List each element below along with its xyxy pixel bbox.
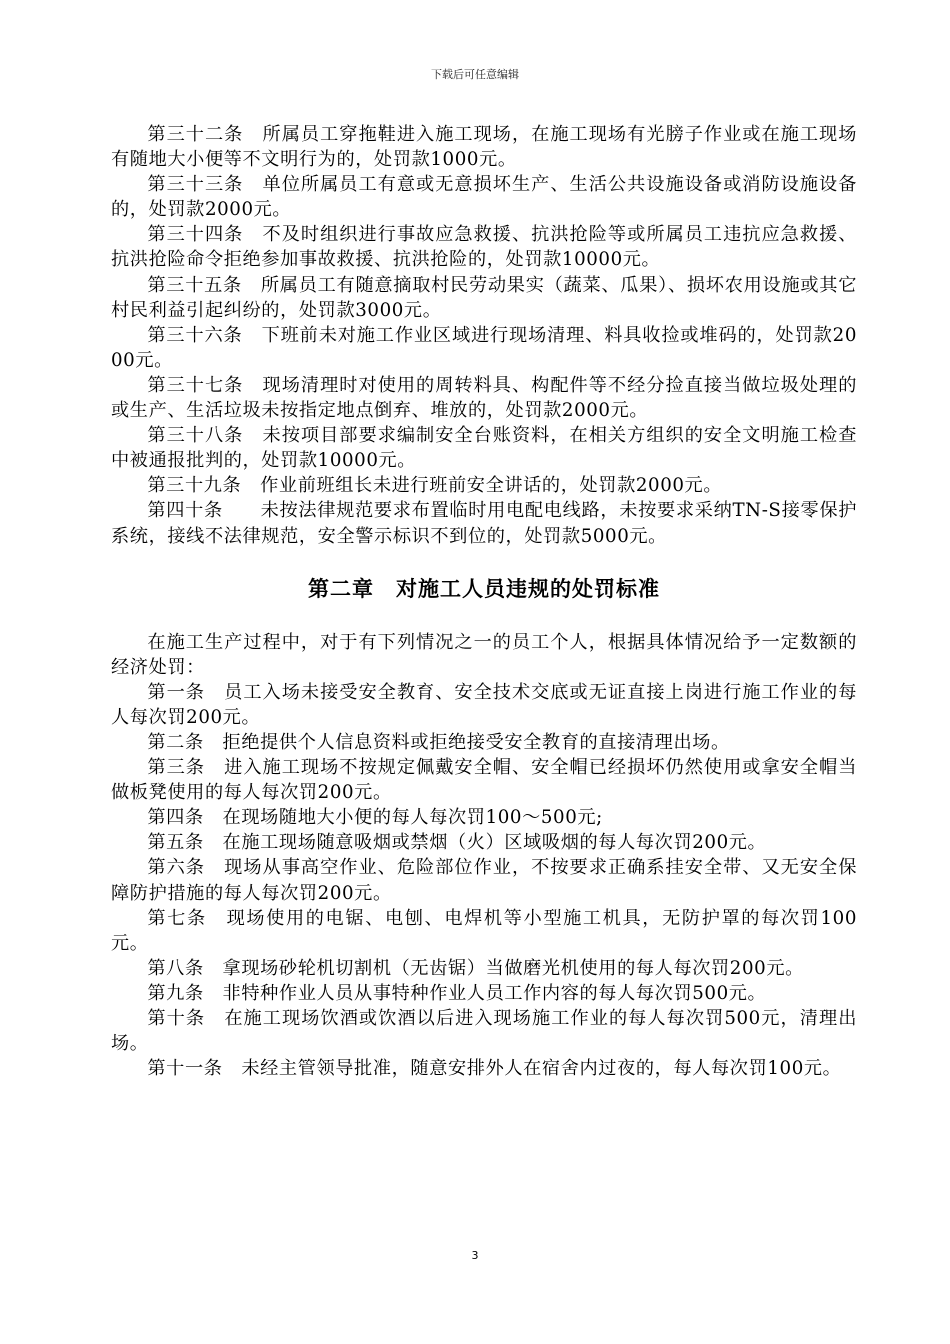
chapter-intro: 在施工生产过程中，对于有下列情况之一的员工个人，根据具体情况给予一定数额的经济处罚： xyxy=(111,631,857,678)
document-body xyxy=(111,122,857,1081)
article-9: 第九条 非特种作业人员从事特种作业人员工作内容的每人每次罚500元。 xyxy=(147,982,767,1004)
article-8: 第八条 拿现场砂轮机切割机（无齿锯）当做磨光机使用的每人每次罚200元。 xyxy=(147,957,804,979)
article-34: 第三十四条 不及时组织进行事故应急救援、抗洪抢险等或所属员工违抗应急救援、抗洪抢险命令拒绝参加事故救援、抗洪抢险的，处罚款10000元。 xyxy=(111,224,857,271)
page-header: 下载后可任意编辑 xyxy=(431,68,519,81)
article-2: 第二条 拒绝提供个人信息资料或拒绝接受安全教育的直接清理出场。 xyxy=(147,731,730,753)
section-penalties-workers xyxy=(111,630,857,1082)
article-7: 第七条 现场使用的电锯、电刨、电焊机等小型施工机具，无防护罩的每次罚100元。 xyxy=(111,907,857,954)
article-11: 第十一条 未经主管领导批准，随意安排外人在宿舍内过夜的，每人每次罚100元。 xyxy=(147,1058,842,1080)
article-38: 第三十八条 未按项目部要求编制安全台账资料，在相关方组织的安全文明施工检查中被通报批判的，处罚款10000元。 xyxy=(111,425,857,472)
article-37: 第三十七条 现场清理时对使用的周转料具、构配件等不经分捡直接当做垃圾处理的或生产、生活垃圾未按指定地点倒弃、堆放的，处罚款2000元。 xyxy=(111,374,857,422)
article-39: 第三十九条 作业前班组长未进行班前安全讲话的，处罚款2000元。 xyxy=(147,475,723,497)
article-35: 第三十五条 所属员工有随意摘取村民劳动果实（蔬菜、瓜果）、损坏农用设施或其它村民利益引起纠纷的，处罚款3000元。 xyxy=(111,274,857,321)
page-number: 3 xyxy=(471,1249,479,1262)
article-1: 第一条 员工入场未接受安全教育、安全技术交底或无证直接上岗进行施工作业的每人每次罚200元。 xyxy=(111,681,857,728)
article-3: 第三条 进入施工现场不按规定佩戴安全帽、安全帽已经损坏仍然使用或拿安全帽当做板凳使用的每人每次罚200元。 xyxy=(111,757,857,804)
chapter-title: 第二章 对施工人员违规的处罚标准 xyxy=(308,576,660,601)
article-6: 第六条 现场从事高空作业、危险部位作业，不按要求正确系挂安全带、又无安全保障防护措施的每人每次罚200元。 xyxy=(111,857,857,904)
section-penalties-units xyxy=(111,122,857,549)
article-5: 第五条 在施工现场随意吸烟或禁烟（火）区域吸烟的每人每次罚200元。 xyxy=(147,832,767,854)
article-32: 第三十二条 所属员工穿拖鞋进入施工现场，在施工现场有光膀子作业或在施工现场有随地大小便等不文明行为的，处罚款1000元。 xyxy=(111,124,857,171)
article-10: 第十条 在施工现场饮酒或饮酒以后进入现场施工作业的每人每次罚500元，清理出场。 xyxy=(111,1008,857,1055)
article-33: 第三十三条 单位所属员工有意或无意损坏生产、生活公共设施设备或消防设施设备的，处罚款2000元。 xyxy=(111,174,857,221)
article-36: 第三十六条 下班前未对施工作业区域进行现场清理、料具收捡或堆码的，处罚款2000元。 xyxy=(111,324,857,371)
article-40: 第四十条 未按法律规范要求布置临时用电配电线路，未按要求采纳TN-S接零保护系统，接线不法律规范，安全警示标识不到位的，处罚款5000元。 xyxy=(111,500,857,547)
article-4: 第四条 在现场随地大小便的每人每次罚100～500元; xyxy=(147,807,603,829)
